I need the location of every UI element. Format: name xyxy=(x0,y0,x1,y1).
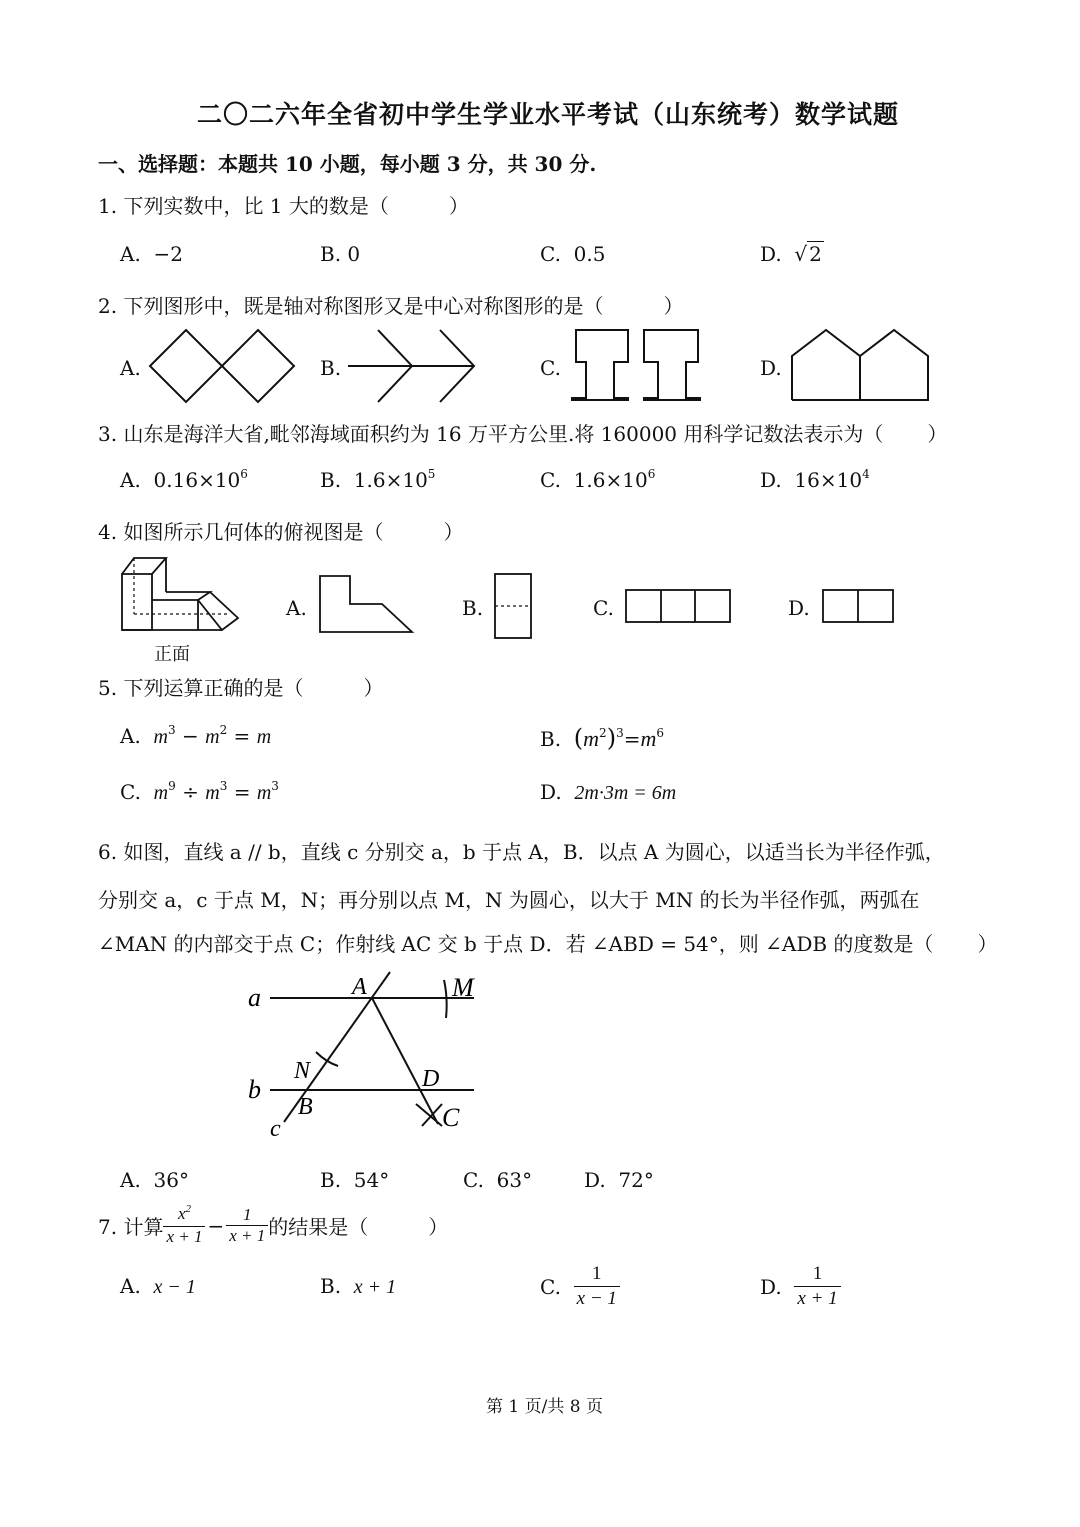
exponent: 6 xyxy=(240,467,248,481)
answer-paren-close: ） xyxy=(663,294,684,318)
exponent: 5 xyxy=(427,467,436,481)
q3-option-c xyxy=(540,468,655,492)
exponent: 2 xyxy=(599,726,607,740)
arc-n xyxy=(316,1052,338,1066)
option-label: B. xyxy=(320,1168,342,1192)
option-value: 0.5 xyxy=(573,242,606,266)
fraction xyxy=(794,1262,840,1311)
option-label: C. xyxy=(540,1274,561,1299)
q4-figure-d-two-squares xyxy=(821,588,897,626)
radicand: 2 xyxy=(809,242,822,266)
question-stem-text: ∠MAN 的内部交于点 C；作射线 AC 交 b 于点 D．若 ∠ABD = 54°，则 ∠ADB 的度数是（ xyxy=(98,932,934,956)
option-label: B. xyxy=(320,1274,342,1298)
variable: m xyxy=(256,726,272,748)
operator: = xyxy=(227,780,257,804)
option-label: A. xyxy=(120,1274,141,1298)
q5-option-d xyxy=(540,780,676,805)
q2-option-d-label: D. xyxy=(760,356,782,380)
operator: − xyxy=(175,724,206,748)
q7-option-d xyxy=(760,1262,841,1311)
option-value: x + 1 xyxy=(353,1276,397,1298)
label-c: c xyxy=(270,1116,281,1142)
exponent: 3 xyxy=(616,726,624,740)
option-label: D. xyxy=(540,780,562,804)
front-view-label: 正面 xyxy=(154,644,190,665)
label-point-a: A xyxy=(352,974,367,1000)
option-label: D. xyxy=(760,1274,782,1299)
exponent: 4 xyxy=(862,467,870,481)
q6-option-b xyxy=(320,1168,389,1192)
option-label: C. xyxy=(120,780,141,804)
option-label: C. xyxy=(540,242,561,266)
q2-option-a-label: A. xyxy=(120,356,141,380)
q5-option-c xyxy=(120,780,279,805)
q4-figure-b-rectangle xyxy=(493,572,535,642)
question-4-stem xyxy=(98,516,463,545)
q3-option-a xyxy=(120,468,248,492)
numerator: x xyxy=(177,1204,186,1223)
option-label: D. xyxy=(584,1168,606,1192)
option-label: A. xyxy=(120,242,141,266)
denominator: x + 1 xyxy=(226,1225,268,1246)
exponent: 2 xyxy=(185,1203,191,1215)
option-value: 16×10 xyxy=(794,468,863,492)
option-label: A. xyxy=(120,1168,141,1192)
q7-option-c xyxy=(540,1262,620,1311)
variable: m xyxy=(205,782,220,804)
q4-option-c-label: C. xyxy=(593,596,614,620)
sqrt-symbol: √ 2 xyxy=(794,242,822,266)
q2-option-b-label: B. xyxy=(320,356,342,380)
q2-figure-c-shapes xyxy=(570,328,704,404)
question-stem-text: 5. 下列运算正确的是（ xyxy=(98,676,304,700)
q6-option-d xyxy=(584,1168,654,1192)
question-stem-text: 4. 如图所示几何体的俯视图是（ xyxy=(98,520,384,544)
question-1-stem xyxy=(98,190,469,219)
exponent: 3 xyxy=(167,723,176,737)
q4-solid-figure xyxy=(118,552,244,634)
answer-paren-close: ） xyxy=(428,1215,449,1239)
operator: − xyxy=(207,1213,225,1238)
option-value: 63° xyxy=(496,1168,533,1192)
question-6-line-2: 分别交 a，c 于点 M，N；再分别以点 M，N 为圆心，以大于 MN 的长为半径作弧，两弧在 xyxy=(98,888,920,912)
q1-option-d xyxy=(760,242,824,266)
denominator: x + 1 xyxy=(794,1286,840,1311)
answer-paren-close: ） xyxy=(448,194,469,218)
option-label: B. xyxy=(540,727,562,751)
question-7-stem xyxy=(98,1204,448,1247)
label-point-b: B xyxy=(298,1094,313,1120)
option-label: A. xyxy=(120,724,141,748)
variable: m xyxy=(153,782,169,804)
option-label: B. xyxy=(320,468,342,492)
fraction-1-over-x-plus-1 xyxy=(226,1205,268,1246)
denominator: x − 1 xyxy=(574,1286,620,1311)
variable: m xyxy=(583,726,600,751)
q5-option-b xyxy=(540,724,664,752)
q4-option-a-label: A. xyxy=(286,596,307,620)
variable: m xyxy=(640,726,657,751)
label-point-m: M xyxy=(452,973,474,1002)
fraction-x2-over-x-plus-1 xyxy=(163,1204,205,1247)
option-value: −2 xyxy=(153,242,184,266)
label-b: b xyxy=(248,1075,261,1104)
option-value: 2m·3m = 6m xyxy=(574,782,677,804)
operator: ÷ xyxy=(175,780,206,804)
section-header: 一、选择题：本题共 10 小题，每小题 3 分，共 30 分. xyxy=(98,152,597,176)
numerator: 1 xyxy=(243,1205,252,1224)
answer-paren-close: ） xyxy=(927,422,948,446)
q7-option-a xyxy=(120,1274,196,1299)
operator: = xyxy=(227,724,257,748)
numerator: 1 xyxy=(592,1263,602,1284)
q2-figure-b-arrows xyxy=(348,330,480,402)
option-label: D. xyxy=(760,468,782,492)
option-value: 72° xyxy=(618,1168,654,1192)
exponent: 9 xyxy=(168,779,176,793)
exponent: 6 xyxy=(647,467,656,481)
variable: m xyxy=(153,726,168,748)
exponent: 6 xyxy=(656,726,664,740)
q3-option-d xyxy=(760,468,870,492)
option-value: x − 1 xyxy=(153,1276,196,1298)
q6-option-c xyxy=(463,1168,532,1192)
paren: ( xyxy=(573,724,584,752)
question-stem-text: 2. 下列图形中，既是轴对称图形又是中心对称图形的是（ xyxy=(98,294,604,318)
question-2-stem xyxy=(98,290,683,319)
question-6-line-3 xyxy=(98,928,997,957)
q1-option-a xyxy=(120,242,183,266)
page-title: 二〇二六年全省初中学生学业水平考试（山东统考）数学试题 xyxy=(197,100,900,129)
numerator: 1 xyxy=(812,1263,823,1284)
option-label: A. xyxy=(120,468,141,492)
denominator: x + 1 xyxy=(163,1226,205,1247)
q6-geometry-figure xyxy=(240,966,490,1140)
q2-figure-a-two-squares xyxy=(150,330,296,402)
label-a: a xyxy=(248,983,261,1012)
answer-paren-close: ） xyxy=(443,520,464,544)
question-5-stem xyxy=(98,672,383,701)
question-stem-text: 7. 计算 xyxy=(98,1215,164,1239)
q4-figure-a-l-shape xyxy=(318,574,416,636)
q6-option-a xyxy=(120,1168,189,1192)
q1-option-b xyxy=(320,242,360,266)
variable: m xyxy=(256,782,272,804)
option-label: D. xyxy=(760,242,782,266)
q2-option-c-label: C. xyxy=(540,356,561,380)
option-value: 1.6×10 xyxy=(573,468,648,492)
option-value: 1.6×10 xyxy=(353,468,428,492)
q3-option-b xyxy=(320,468,435,492)
question-stem-text: 1. 下列实数中，比 1 大的数是（ xyxy=(98,194,389,218)
label-point-d: D xyxy=(422,1066,440,1092)
q4-figure-c-three-squares xyxy=(624,588,734,626)
question-6-line-1: 6. 如图，直线 a // b，直线 c 分别交 a，b 于点 A，B．以点 A 为圆心，以适当长为半径作弧， xyxy=(98,840,945,864)
fraction xyxy=(574,1262,620,1311)
option-value: 0 xyxy=(347,242,361,266)
label-point-n: N xyxy=(294,1058,311,1084)
question-stem-text: 的结果是（ xyxy=(268,1215,369,1239)
q4-option-d-label: D. xyxy=(788,596,810,620)
variable: m xyxy=(205,726,220,748)
q2-figure-d-houses xyxy=(792,328,930,402)
q5-option-a xyxy=(120,724,271,749)
q1-option-c xyxy=(540,242,605,266)
q7-option-b xyxy=(320,1274,396,1299)
option-value: 54° xyxy=(353,1168,390,1192)
answer-paren-close: ） xyxy=(977,932,998,956)
label-point-c: C xyxy=(442,1103,460,1132)
exponent: 3 xyxy=(219,779,228,793)
paren: ) xyxy=(606,724,617,752)
page-number: 第 1 页/共 8 页 xyxy=(486,1397,603,1417)
option-value: 36° xyxy=(153,1168,189,1192)
option-label: B. xyxy=(320,242,342,266)
exponent: 3 xyxy=(271,779,279,793)
option-value: 0.16×10 xyxy=(153,468,241,492)
question-stem-text: 3. 山东是海洋大省,毗邻海域面积约为 16 万平方公里.将 160000 用科学记数法表示为（ xyxy=(98,422,884,446)
ray-ac xyxy=(372,998,438,1124)
option-label: C. xyxy=(463,1168,484,1192)
option-label: C. xyxy=(540,468,561,492)
exponent: 2 xyxy=(219,723,228,737)
q4-option-b-label: B. xyxy=(462,596,484,620)
operator: = xyxy=(623,727,641,751)
question-3-stem xyxy=(98,418,947,447)
answer-paren-close: ） xyxy=(363,676,384,700)
